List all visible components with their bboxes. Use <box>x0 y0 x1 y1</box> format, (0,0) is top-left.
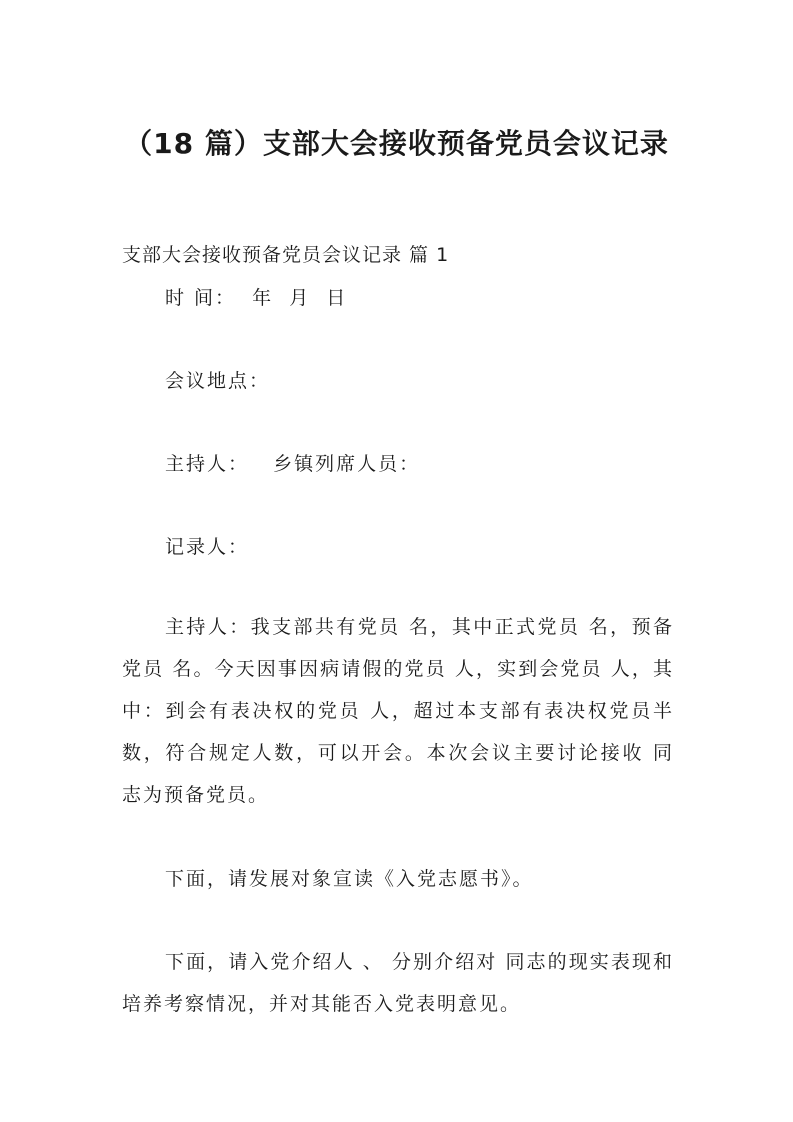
meeting-time-line: 时 间： 年 月 日 <box>165 287 348 309</box>
introducer-paragraph: 下面，请入党介绍人 、 分别介绍对 同志的现实表现和培养考察情况，并对其能否入党表明意见。 <box>122 951 674 1015</box>
host-opening-paragraph: 主持人：我支部共有党员 名，其中正式党员 名，预备党员 名。今天因事因病请假的党员 人，实到会党员 人，其中：到会有表决权的党员 人，超过本支部有表决权党员半数，符合规定人数，可以开会。本次会议主要讨论接收 同志为预备党员。 <box>122 616 674 806</box>
meeting-location-line: 会议地点： <box>165 370 271 392</box>
meeting-recorder-line: 记录人： <box>165 536 250 558</box>
section-heading: 支部大会接收预备党员会议记录 篇 1 <box>122 244 450 266</box>
oath-reading-paragraph: 下面，请发展对象宣读《入党志愿书》。 <box>165 868 534 890</box>
document-title: （18 篇）支部大会接收预备党员会议记录 <box>124 127 669 160</box>
meeting-host-line: 主持人： 乡镇列席人员： <box>165 453 421 475</box>
